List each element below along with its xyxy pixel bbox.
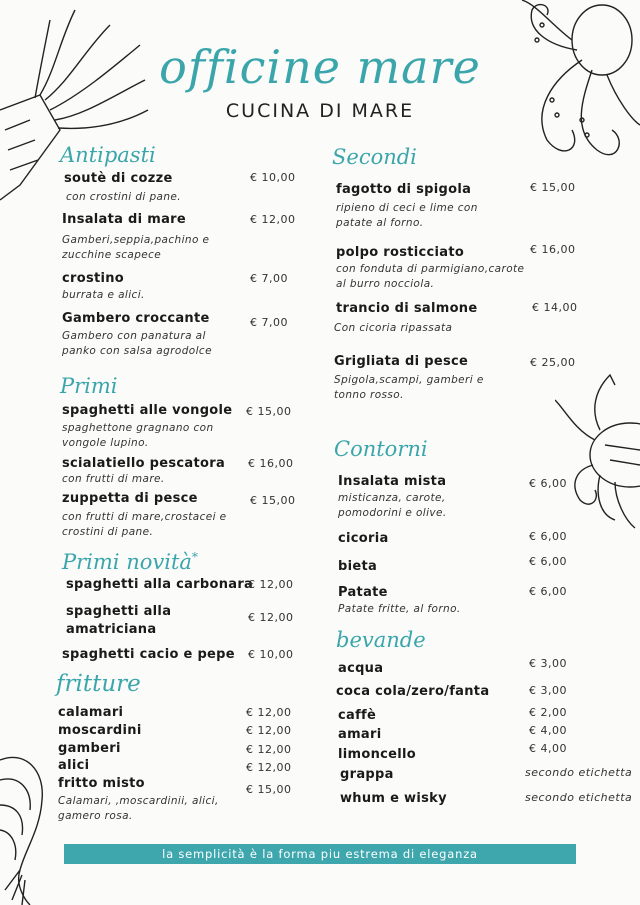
menu-item-name: polpo rosticciato [336, 245, 465, 260]
menu-item-name: grappa [340, 767, 394, 782]
menu-item-name: caffè [338, 708, 377, 723]
menu-item-name: spaghetti cacio e pepe [62, 647, 235, 662]
menu-item-desc: Gamberi,seppia,pachino e zucchine scapece [62, 234, 210, 261]
menu-item-desc: Spigola,scampi, gamberi e tonno rosso. [334, 374, 484, 401]
menu-item-price: € 16,00 [530, 243, 576, 256]
menu-item-desc: con crostini di pane. [66, 191, 181, 203]
menu-item-desc: Patate fritte, al forno. [338, 603, 461, 615]
menu-item-price: € 2,00 [529, 706, 567, 719]
brand-subtitle: CUCINA DI MARE [225, 100, 415, 122]
menu-item-name: Grigliata di pesce [334, 354, 469, 369]
menu-item-name: spaghetti alla amatriciana [66, 604, 172, 637]
section-title-primi-novita: Primi novità* [62, 550, 198, 574]
menu-item-name: fagotto di spigola [336, 182, 472, 197]
menu-item-price: € 12,00 [248, 578, 294, 591]
menu-item-name: coca cola/zero/fanta [336, 684, 490, 699]
menu-item-name: acqua [338, 661, 384, 676]
menu-item-desc: Gambero con panatura al panko con salsa agrodolce [62, 330, 212, 357]
menu-item-price: € 7,00 [250, 316, 288, 329]
menu-item-price: € 12,00 [246, 706, 292, 719]
section-title-antipasti: Antipasti [60, 143, 156, 167]
menu-item-name: fritto misto [58, 776, 145, 791]
menu-item-name: moscardini [58, 723, 142, 738]
menu-item-desc: ripieno di ceci e lime con patate al forno. [336, 202, 478, 229]
menu-item-desc: burrata e alici. [62, 289, 145, 301]
menu-item-price: € 12,00 [246, 761, 292, 774]
menu-item-name: bieta [338, 559, 378, 574]
menu-item-price: € 15,00 [246, 405, 292, 418]
menu-item-price: € 15,00 [246, 783, 292, 796]
menu-item-price: € 15,00 [250, 494, 296, 507]
menu-item-name: limoncello [338, 747, 417, 762]
menu-item-price: € 7,00 [250, 272, 288, 285]
menu-item-price: € 3,00 [529, 657, 567, 670]
menu-item-name: Insalata di mare [62, 212, 186, 227]
menu-item-name: amari [338, 727, 382, 742]
menu-item-price: € 6,00 [529, 530, 567, 543]
section-title-secondi: Secondi [332, 145, 417, 169]
menu-item-desc: Calamari, ,moscardinii, alici, gamero rosa. [58, 795, 219, 822]
menu-item-name: spaghetti alle vongole [62, 403, 233, 418]
menu-item-price: € 14,00 [532, 301, 578, 314]
menu-item-name: spaghetti alla carbonara [66, 577, 254, 592]
crab-illustration [555, 370, 640, 530]
menu-item-price: secondo etichetta [525, 791, 633, 804]
menu-item-desc: Con cicoria ripassata [334, 322, 453, 334]
menu-item-name: cicoria [338, 531, 389, 546]
menu-item-price: € 10,00 [248, 648, 294, 661]
menu-item-desc: misticanza, carote, pomodorini e olive. [338, 492, 447, 519]
menu-item-price: € 4,00 [529, 724, 567, 737]
menu-item-price: € 6,00 [529, 477, 567, 490]
menu-item-name: whum e wisky [340, 791, 447, 806]
menu-item-price: € 3,00 [529, 684, 567, 697]
section-title-contorni: Contorni [334, 437, 428, 461]
section-title-bevande: bevande [336, 628, 426, 652]
menu-item-name: crostino [62, 271, 125, 286]
menu-item-price: € 4,00 [529, 742, 567, 755]
menu-item-price: € 25,00 [530, 356, 576, 369]
menu-item-name: trancio di salmone [336, 301, 478, 316]
menu-item-name: soutè di cozze [64, 171, 173, 186]
menu-item-price: € 12,00 [250, 213, 296, 226]
menu-item-name: scialatiello pescatora [62, 456, 226, 471]
menu-item-desc: spaghettone gragnano con vongole lupino. [62, 422, 214, 449]
menu-item-price: € 15,00 [530, 181, 576, 194]
brand-title: officine mare [159, 40, 481, 94]
menu-item-name: Insalata mista [338, 474, 447, 489]
menu-item-price: € 6,00 [529, 555, 567, 568]
menu-item-name: gamberi [58, 741, 121, 756]
menu-item-desc: con fonduta di parmigiano,carote al burro nocciola. [336, 263, 525, 290]
menu-item-name: calamari [58, 705, 124, 720]
menu-item-price: € 16,00 [248, 457, 294, 470]
menu-item-name: Gambero croccante [62, 311, 210, 326]
menu-item-price: € 12,00 [246, 743, 292, 756]
menu-item-price: secondo etichetta [525, 766, 633, 779]
menu-item-price: € 10,00 [250, 171, 296, 184]
menu-item-name: alici [58, 758, 90, 773]
menu-item-name: Patate [338, 585, 388, 600]
menu-item-price: € 6,00 [529, 585, 567, 598]
footer-tagline: la semplicità è la forma piu estrema di eleganza [64, 844, 576, 864]
shrimp-illustration [0, 750, 50, 905]
menu-item-price: € 12,00 [246, 724, 292, 737]
menu-item-price: € 12,00 [248, 611, 294, 624]
section-title-fritture: fritture [56, 671, 141, 697]
menu-item-desc: con frutti di mare,crostacei e crostini di pane. [62, 511, 227, 538]
menu-item-name: zuppetta di pesce [62, 491, 198, 506]
section-title-primi: Primi [60, 374, 118, 398]
novelty-star: * [191, 550, 198, 564]
menu-item-desc: con frutti di mare. [62, 473, 165, 485]
